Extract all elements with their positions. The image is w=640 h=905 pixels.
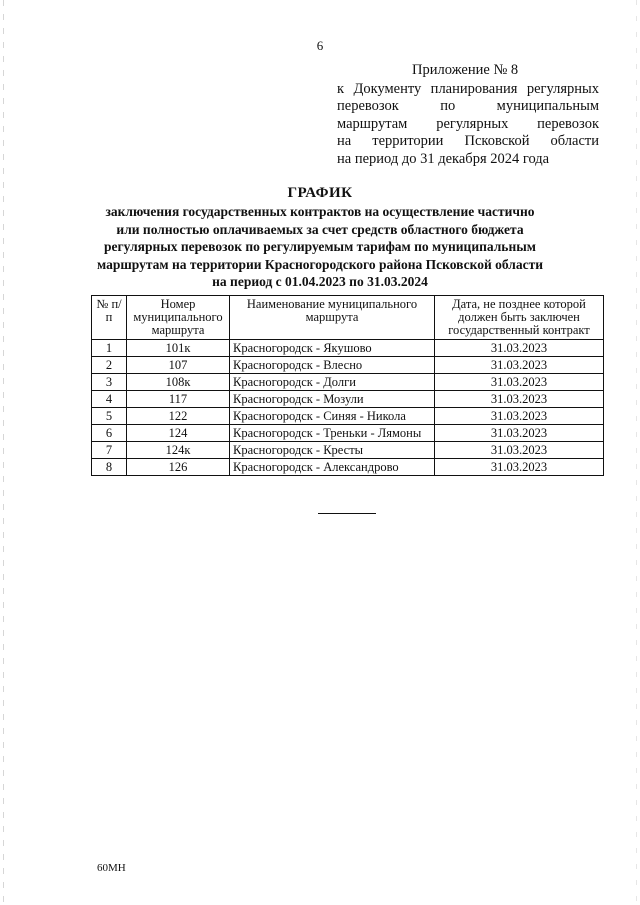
cell-num: 1 [92, 340, 127, 357]
cell-num: 8 [92, 459, 127, 476]
cell-route: 107 [127, 357, 230, 374]
cell-date: 31.03.2023 [435, 340, 604, 357]
heading-line: заключения государственных контрактов на осуществление частично [105, 204, 535, 219]
cell-route: 117 [127, 391, 230, 408]
appendix-title: Приложение № 8 [412, 62, 519, 78]
cell-name: Красногородск - Мозули [230, 391, 435, 408]
appendix-line: на период до 31 декабря 2024 года [337, 150, 550, 167]
cell-route: 101к [127, 340, 230, 357]
header-date: Дата, не позднее которой должен быть заключен государственный контракт [435, 296, 604, 340]
footer-code: 60МН [97, 862, 126, 874]
table-header-row [92, 296, 604, 340]
appendix-line: на территории Псковской области [337, 133, 599, 149]
closing-rule [318, 513, 376, 514]
cell-num: 2 [92, 357, 127, 374]
cell-name: Красногородск - Кресты [230, 442, 435, 459]
cell-route: 108к [127, 374, 230, 391]
heading-line: или полностью оплачиваемых за счет средств областного бюджета [116, 221, 524, 237]
table-row [92, 425, 604, 442]
cell-date: 31.03.2023 [435, 391, 604, 408]
header-route: Номер муниципального маршрута [127, 296, 230, 340]
heading-line: регулярных перевозок по регулируемым тарифам по муниципальным [104, 239, 536, 254]
document-heading [60, 184, 580, 291]
scan-edge-right [636, 0, 637, 905]
page-number: 6 [316, 38, 324, 53]
cell-name: Красногородск - Синяя - Никола [230, 408, 435, 425]
header-num: № п/п [92, 296, 127, 340]
cell-name: Красногородск - Треньки - Лямоны [230, 425, 435, 442]
cell-date: 31.03.2023 [435, 374, 604, 391]
cell-date: 31.03.2023 [435, 459, 604, 476]
cell-date: 31.03.2023 [435, 425, 604, 442]
cell-route: 124к [127, 442, 230, 459]
table-row [92, 391, 604, 408]
scan-edge-left [3, 0, 4, 905]
cell-num: 5 [92, 408, 127, 425]
cell-name: Красногородск - Долги [230, 374, 435, 391]
table-row [92, 442, 604, 459]
cell-date: 31.03.2023 [435, 442, 604, 459]
contracts-table [91, 295, 604, 476]
cell-num: 7 [92, 442, 127, 459]
cell-date: 31.03.2023 [435, 408, 604, 425]
cell-date: 31.03.2023 [435, 357, 604, 374]
heading-title: ГРАФИК [287, 185, 353, 201]
appendix-line: маршрутам регулярных перевозок [337, 115, 599, 132]
table-row [92, 408, 604, 425]
header-name: Наименование муниципального маршрута [230, 296, 435, 340]
appendix-line: к Документу планирования регулярных [337, 80, 599, 97]
table-row [92, 357, 604, 374]
cell-num: 3 [92, 374, 127, 391]
cell-route: 126 [127, 459, 230, 476]
cell-route: 122 [127, 408, 230, 425]
cell-num: 4 [92, 391, 127, 408]
cell-name: Красногородск - Влесно [230, 357, 435, 374]
cell-name: Красногородск - Александрово [230, 459, 435, 476]
heading-line: на период с 01.04.2023 по 31.03.2024 [212, 274, 428, 289]
appendix-line: перевозок по муниципальным [337, 98, 599, 114]
cell-name: Красногородск - Якушово [230, 340, 435, 357]
table-row [92, 459, 604, 476]
appendix-block [337, 62, 599, 168]
cell-num: 6 [92, 425, 127, 442]
table-row [92, 340, 604, 357]
cell-route: 124 [127, 425, 230, 442]
table-row [92, 374, 604, 391]
heading-line: маршрутам на территории Красногородского района Псковской области [96, 256, 544, 272]
